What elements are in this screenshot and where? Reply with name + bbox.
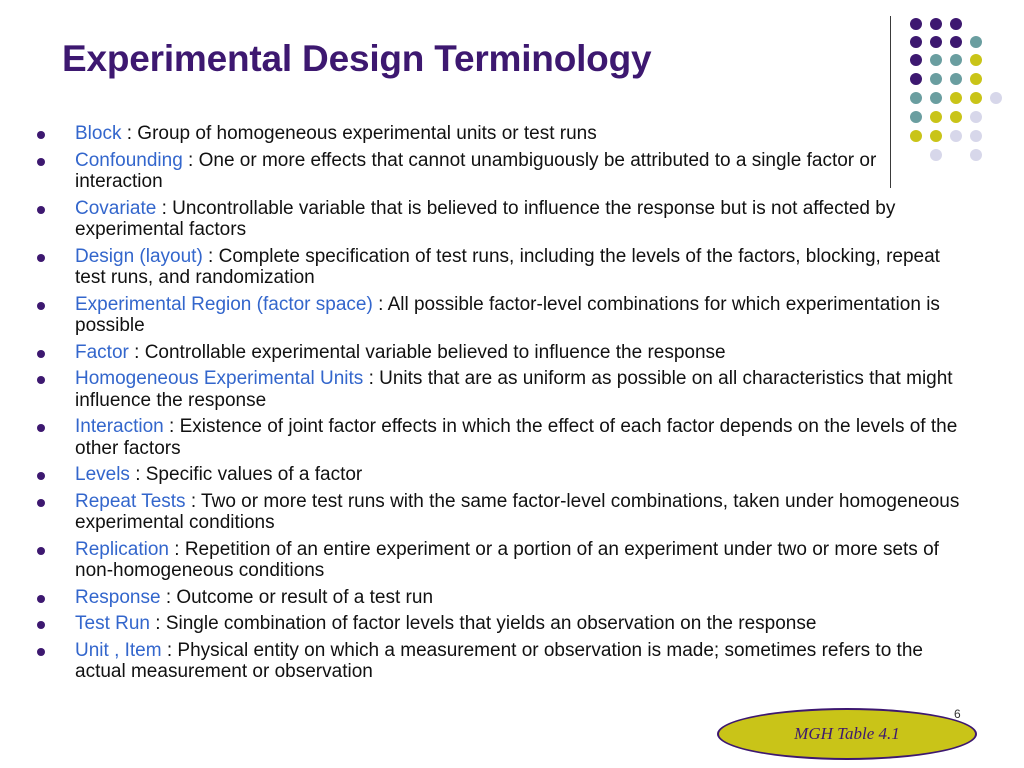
term-definition: : One or more effects that cannot unambiguously be attributed to a single factor or interaction bbox=[75, 149, 877, 192]
dot bbox=[970, 73, 982, 85]
term-label: Factor bbox=[75, 341, 129, 363]
term-definition: : Units that are as uniform as possible on all characteristics that might influence the response bbox=[75, 368, 953, 411]
slide-title: Experimental Design Terminology bbox=[62, 38, 652, 79]
bullet-icon bbox=[37, 595, 45, 603]
term-label: Covariate bbox=[75, 197, 157, 219]
term-label: Experimental Region (factor space) bbox=[75, 293, 373, 315]
dot bbox=[910, 111, 922, 123]
bullet-icon bbox=[37, 131, 45, 139]
bullet-icon bbox=[37, 648, 45, 656]
bullet-icon bbox=[37, 621, 45, 629]
bullet-icon bbox=[37, 472, 45, 480]
term-definition: : Controllable experimental variable believed to influence the response bbox=[128, 341, 726, 363]
page-number: 6 bbox=[954, 707, 961, 721]
bullet-icon bbox=[37, 158, 45, 166]
term-label: Repeat Tests bbox=[75, 490, 186, 512]
dot bbox=[930, 18, 942, 30]
term-definition: : Outcome or result of a test run bbox=[160, 586, 434, 608]
term-definition: : Group of homogeneous experimental units or test runs bbox=[121, 123, 597, 144]
dot bbox=[950, 36, 962, 48]
dot bbox=[970, 149, 982, 161]
term-definition: : Two or more test runs with the same factor-level combinations, taken under homogeneous experimental conditions bbox=[75, 490, 960, 533]
term-label: Response bbox=[75, 586, 161, 608]
list-item bbox=[34, 416, 964, 459]
dot bbox=[950, 18, 962, 30]
dot bbox=[970, 111, 982, 123]
dot bbox=[930, 92, 942, 104]
term-definition: : Uncontrollable variable that is believed to influence the response but is not affected by experimental factors bbox=[75, 197, 896, 240]
bullet-icon bbox=[37, 206, 45, 214]
list-item bbox=[34, 342, 964, 364]
term-label: Block bbox=[75, 123, 122, 144]
term-definition: : All possible factor-level combinations for which experimentation is possible bbox=[75, 293, 940, 336]
dot bbox=[930, 54, 942, 66]
dot bbox=[950, 92, 962, 104]
term-definition: : Repetition of an entire experiment or a portion of an experiment under two or more sets of non-homogeneous conditions bbox=[75, 538, 939, 581]
dot bbox=[910, 73, 922, 85]
dot bbox=[950, 54, 962, 66]
bullet-icon bbox=[37, 547, 45, 555]
dot bbox=[970, 54, 982, 66]
dot bbox=[930, 36, 942, 48]
term-label: Levels bbox=[75, 464, 130, 485]
dot bbox=[910, 54, 922, 66]
term-label: Unit , Item bbox=[75, 639, 162, 661]
dot bbox=[990, 92, 1002, 104]
bullet-icon bbox=[37, 350, 45, 358]
list-item bbox=[34, 246, 964, 289]
term-label: Design (layout) bbox=[75, 245, 203, 267]
list-item bbox=[34, 464, 964, 486]
bullet-icon bbox=[37, 302, 45, 310]
dot bbox=[970, 36, 982, 48]
list-item bbox=[34, 294, 964, 337]
dot bbox=[930, 111, 942, 123]
term-definition: : Existence of joint factor effects in which the effect of each factor depends on the levels of the other factors bbox=[75, 416, 958, 459]
term-definition: : Physical entity on which a measurement or observation is made; sometimes refers to the actual measurement or observation bbox=[75, 639, 923, 682]
term-label: Confounding bbox=[75, 149, 183, 171]
list-item bbox=[34, 613, 964, 635]
bullet-icon bbox=[37, 254, 45, 262]
list-item bbox=[34, 539, 964, 582]
caption-text: MGH Table 4.1 bbox=[794, 724, 900, 743]
caption-oval bbox=[717, 708, 977, 760]
bullet-icon bbox=[37, 424, 45, 432]
dot bbox=[950, 73, 962, 85]
term-definition: : Specific values of a factor bbox=[129, 464, 363, 485]
dot bbox=[930, 73, 942, 85]
term-label: Homogeneous Experimental Units bbox=[75, 368, 364, 389]
terminology-list bbox=[34, 123, 964, 688]
dot bbox=[910, 36, 922, 48]
list-item bbox=[34, 123, 964, 145]
dot bbox=[950, 111, 962, 123]
dot bbox=[910, 92, 922, 104]
term-label: Interaction bbox=[75, 416, 164, 437]
list-item bbox=[34, 587, 964, 609]
list-item bbox=[34, 491, 964, 534]
term-definition: : Complete specification of test runs, including the levels of the factors, blocking, repeat test runs, and randomization bbox=[75, 245, 940, 288]
list-item bbox=[34, 640, 964, 683]
term-label: Test Run bbox=[75, 613, 150, 634]
dot bbox=[970, 92, 982, 104]
list-item bbox=[34, 198, 964, 241]
term-label: Replication bbox=[75, 538, 169, 560]
bullet-icon bbox=[37, 499, 45, 507]
list-item bbox=[34, 150, 964, 193]
dot bbox=[970, 130, 982, 142]
dot bbox=[910, 18, 922, 30]
list-item bbox=[34, 368, 964, 411]
term-definition: : Single combination of factor levels that yields an observation on the response bbox=[149, 613, 817, 634]
bullet-icon bbox=[37, 376, 45, 384]
